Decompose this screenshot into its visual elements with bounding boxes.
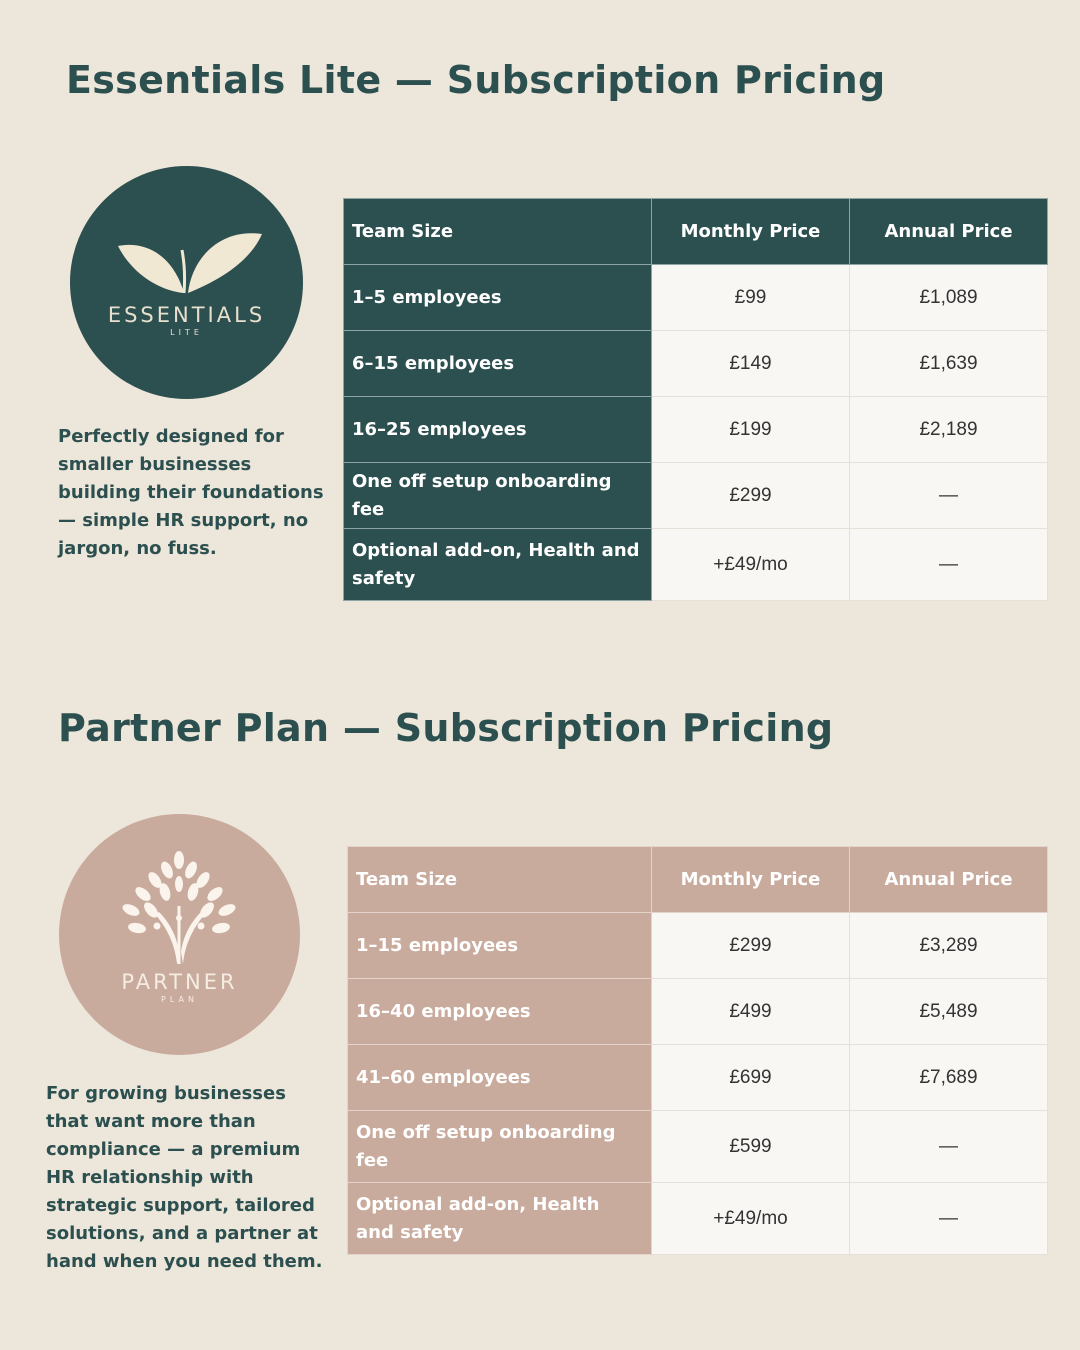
table-row bbox=[344, 397, 1048, 463]
essentials-pricing-table bbox=[343, 198, 1048, 601]
row-monthly-price: +£49/mo bbox=[652, 1183, 850, 1255]
partner-pricing-table bbox=[347, 846, 1048, 1255]
row-team-size: 6–15 employees bbox=[344, 331, 652, 397]
header-monthly-price: Monthly Price bbox=[652, 199, 850, 265]
row-monthly-price: £599 bbox=[652, 1111, 850, 1183]
row-team-size: 1–5 employees bbox=[344, 265, 652, 331]
row-annual-price: £5,489 bbox=[850, 979, 1048, 1045]
row-annual-price: £7,689 bbox=[850, 1045, 1048, 1111]
row-annual-price: £2,189 bbox=[850, 397, 1048, 463]
table-row bbox=[344, 265, 1048, 331]
tree-icon bbox=[59, 814, 300, 1055]
partner-title: Partner Plan — Subscription Pricing bbox=[58, 706, 834, 750]
table-row bbox=[344, 529, 1048, 601]
table-header-row bbox=[348, 847, 1048, 913]
partner-description: For growing businesses that want more than compliance — a premium HR relationship with strategic support, tailored solutions, and a partner at hand when you need them. bbox=[46, 1083, 323, 1272]
table-row bbox=[348, 1183, 1048, 1255]
row-team-size: 16–25 employees bbox=[344, 397, 652, 463]
leaf-icon bbox=[70, 166, 303, 399]
header-annual-price: Annual Price bbox=[850, 199, 1048, 265]
partner-logo-name: PARTNER bbox=[121, 970, 238, 994]
header-team-size: Team Size bbox=[348, 847, 652, 913]
row-team-size: 41–60 employees bbox=[348, 1045, 652, 1111]
essentials-logo-name: ESSENTIALS bbox=[107, 303, 266, 327]
row-annual-price: £1,089 bbox=[850, 265, 1048, 331]
row-team-size: One off setup onboarding fee bbox=[348, 1111, 652, 1183]
row-annual-price: — bbox=[850, 463, 1048, 529]
essentials-title: Essentials Lite — Subscription Pricing bbox=[66, 58, 886, 102]
header-annual-price: Annual Price bbox=[850, 847, 1048, 913]
header-monthly-price: Monthly Price bbox=[652, 847, 850, 913]
row-monthly-price: +£49/mo bbox=[652, 529, 850, 601]
table-row bbox=[348, 979, 1048, 1045]
row-monthly-price: £299 bbox=[652, 463, 850, 529]
row-team-size: Optional add-on, Health and safety bbox=[348, 1183, 652, 1255]
row-annual-price: — bbox=[850, 1111, 1048, 1183]
row-annual-price: £3,289 bbox=[850, 913, 1048, 979]
essentials-description: Perfectly designed for smaller businesses building their foundations — simple HR support, no jargon, no fuss. bbox=[58, 426, 324, 559]
row-team-size: One off setup onboarding fee bbox=[344, 463, 652, 529]
row-monthly-price: £199 bbox=[652, 397, 850, 463]
table-row bbox=[348, 913, 1048, 979]
table-row bbox=[348, 1045, 1048, 1111]
table-header-row bbox=[344, 199, 1048, 265]
row-team-size: 16–40 employees bbox=[348, 979, 652, 1045]
row-team-size: Optional add-on, Health and safety bbox=[344, 529, 652, 601]
partner-logo bbox=[59, 814, 300, 1055]
row-monthly-price: £149 bbox=[652, 331, 850, 397]
row-monthly-price: £299 bbox=[652, 913, 850, 979]
essentials-logo-sub: LITE bbox=[170, 328, 203, 337]
row-monthly-price: £99 bbox=[652, 265, 850, 331]
table-row bbox=[344, 463, 1048, 529]
row-annual-price: — bbox=[850, 1183, 1048, 1255]
row-team-size: 1–15 employees bbox=[348, 913, 652, 979]
table-row bbox=[344, 331, 1048, 397]
essentials-logo bbox=[70, 166, 303, 399]
row-monthly-price: £699 bbox=[652, 1045, 850, 1111]
header-team-size: Team Size bbox=[344, 199, 652, 265]
row-monthly-price: £499 bbox=[652, 979, 850, 1045]
row-annual-price: — bbox=[850, 529, 1048, 601]
partner-logo-sub: PLAN bbox=[161, 995, 198, 1004]
row-annual-price: £1,639 bbox=[850, 331, 1048, 397]
table-row bbox=[348, 1111, 1048, 1183]
